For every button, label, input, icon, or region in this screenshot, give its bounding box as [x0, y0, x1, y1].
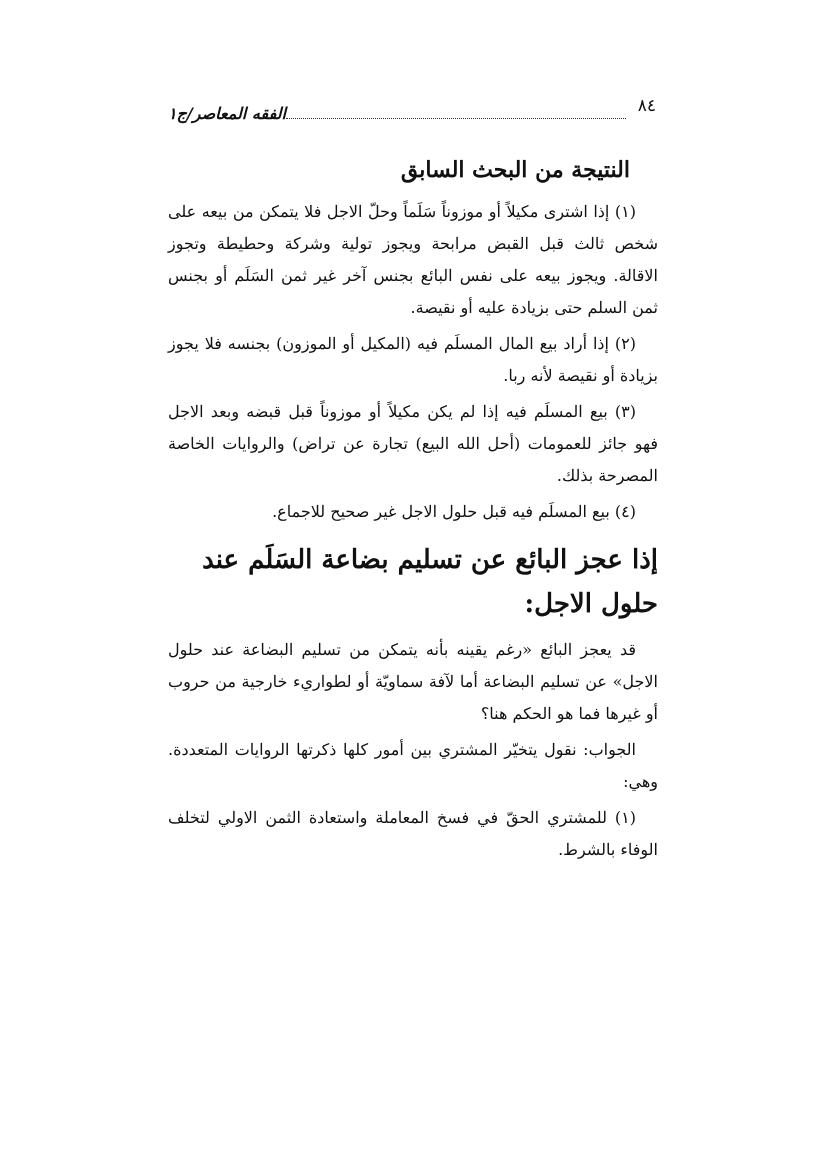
running-title: الفقه المعاصر/ج١	[168, 104, 286, 123]
paragraph: (٤) بيع المسلَم فيه قبل حلول الاجل غير صحيح للاجماع.	[272, 502, 636, 521]
paragraph: (٢) إذا أراد بيع المال المسلَم فيه (المكيل أو الموزون) بجنسه فلا يجوز بزيادة أو نقيصة لأنه ربا.	[168, 334, 658, 385]
paragraph: الجواب: نقول يتخيّر المشتري بين أمور كلها ذكرتها الروايات المتعددة. وهي:	[168, 740, 658, 791]
section-heading-seller-inability: إذا عجز البائع عن تسليم بضاعة السَلَم عند حلول الاجل:	[202, 545, 658, 619]
page-header	[168, 96, 656, 126]
paragraph: (٣) بيع المسلَم فيه إذا لم يكن مكيلاً أو موزوناً قبل قبضه وبعد الاجل فهو جائز للعمومات (أحل الله البيع) تجارة عن تراض) والروايات الخاصة المصرحة بذلك.	[168, 402, 658, 485]
section-heading-result: النتيجة من البحث السابق	[400, 157, 630, 183]
paragraph: (١) إذا اشترى مكيلاً أو موزوناً سَلَماً وحلّ الاجل فلا يتمكن من بيعه على شخص ثالث قبل القبض مرابحة ويجوز تولية وشركة وحطيطة وتجوز الاقالة. ويجوز بيعه على نفس البائع بجنس آخر غير ثمن السَلَم أو بجنس ثمن السلم حتى بزيادة عليه أو نقيصة.	[168, 202, 658, 317]
page-body	[168, 150, 658, 870]
header-dotted-leader	[286, 118, 626, 119]
paragraph: قد يعجز البائع «رغم يقينه بأنه يتمكن من تسليم البضاعة عند حلول الاجل» عن تسليم البضاعة أما لآفة سماويّة أو لطواريء خارجية من حروب أو غيرها فما هو الحكم هنا؟	[168, 640, 658, 723]
page-number: ٨٤	[637, 96, 656, 116]
paragraph: (١) للمشتري الحقّ في فسخ المعاملة واستعادة الثمن الاولي لتخلف الوفاء بالشرط.	[168, 808, 658, 859]
